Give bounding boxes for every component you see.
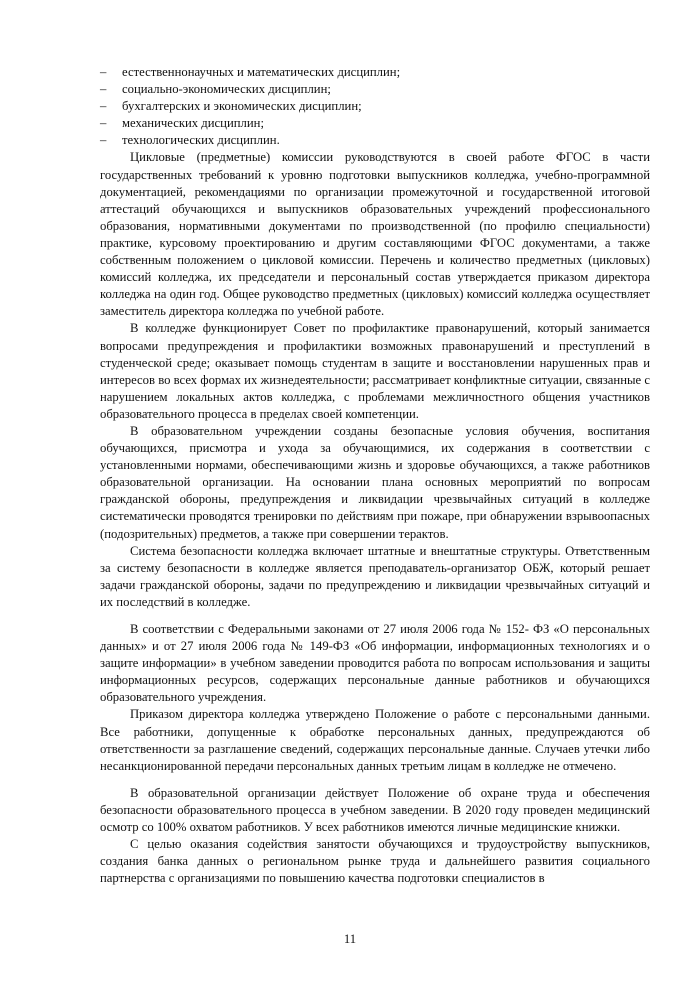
paragraph-safe-conditions: В образовательном учреждении созданы безопасные условия обучения, воспитания обучающихся, присмотра и ухода за обучающимися, их содержания в соответствии с установленными нормами, обеспечивающими жизнь и здоровье обучающихся, а также работников образовательной организации. На основании плана основных мероприятий по вопросам гражданской обороны, предупреждения и ликвидации чрезвычайных ситуаций в колледже систематически проводятся тренировки по действиям при пожаре, при обнаружении взрывоопасных (подозрительных) предметов, а также при совершении терактов. <box>100 423 650 541</box>
list-item: – бухгалтерских и экономических дисциплин; <box>100 98 650 115</box>
paragraph-prevention-council: В колледже функционирует Совет по профилактике правонарушений, который занимается вопросами предупреждения и профилактики возможных правонарушений и преступлений в студенческой среде; оказывает помощь студентам в защите и восстановлении нарушенных прав и интересов во всех формах их жизнедеятельности; рассматривает конфликтные ситуации, связанные с нарушением локальных актов колледжа, с проблемами межличностного общения участников образовательного процесса в пределах своей компетенции. <box>100 321 650 421</box>
paragraph-personal-data-order: Приказом директора колледжа утверждено Положение о работе с персональными данными. Все работники, допущенные к обработке персональных данных, предупреждаются об ответственности за разглашение сведений, содержащих персональные данные. Случаев утечки либо несанкционированной передачи персональных данных третьим лицам в колледже не отмечено. <box>100 707 650 773</box>
paragraph-personal-data-law: В соответствии с Федеральными законами от 27 июля 2006 года № 152- ФЗ «О персональных данных» и от 27 июля 2006 года № 149-ФЗ «Об информации, информационных технологиях и о защите информации» в учебном заведении проводится работа по вопросам использования и защиты информационных ресурсов, содержащих персональные данные работников и обучающихся образовательного учреждения. <box>100 622 650 705</box>
paragraph-security-system: Система безопасности колледжа включает штатные и внештатные структуры. Ответственным за систему безопасности в колледже является преподаватель-организатор ОБЖ, который решает задачи гражданской обороны, задачи по предупреждению и ликвидации чрезвычайных ситуаций и их последствий в колледже. <box>100 543 650 609</box>
paragraph-employment-assistance: С целью оказания содействия занятости обучающихся и трудоустройству выпускников, создания банка данных о региональном рынке труда и дальнейшего развития социального партнерства с организациями по повышению качества подготовки специалистов в <box>100 837 650 886</box>
list-item: – естественнонаучных и математических дисциплин; <box>100 64 650 81</box>
list-item: – технологических дисциплин. <box>100 132 650 149</box>
page-body <box>100 64 650 887</box>
discipline-list <box>100 64 650 149</box>
list-item: – социально-экономических дисциплин; <box>100 81 650 98</box>
list-item: – механических дисциплин; <box>100 115 650 132</box>
page-number: 11 <box>343 932 357 946</box>
paragraph-labor-protection: В образовательной организации действует Положение об охране труда и обеспечения безопасности образовательного процесса в учебном заведении. В 2020 году проведен медицинский осмотр со 100% охватом работников. У всех работников имеются личные медицинские книжки. <box>100 785 650 835</box>
paragraph-cycle-commissions: Цикловые (предметные) комиссии руководствуются в своей работе ФГОС в части государственных требований к уровню подготовки выпускников колледжа, учебно-программной документацией, рекомендациями по организации промежуточной и государственной итоговой аттестаций обучающихся и выпускников образовательных учреждений профессионального образования, нормативными документами по производственной (по профилю специальности) практике, курсовому проектированию и другим составляющими ФГОС документами, а также собственным положением о цикловой комиссии. Перечень и количество предметных (цикловых) комиссий колледжа, их председатели и персональный состав утверждается приказом директора колледжа на один год. Общее руководство предметных (цикловых) комиссий колледжа осуществляет заместитель директора колледжа по учебной работе. <box>100 150 650 319</box>
